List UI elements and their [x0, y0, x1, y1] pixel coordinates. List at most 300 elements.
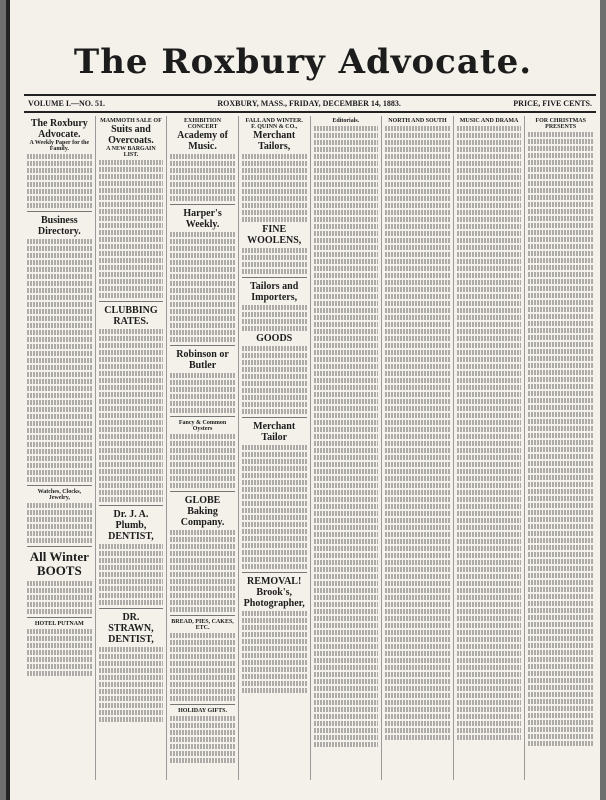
text-line — [99, 258, 164, 263]
merchant-tailors-title: Merchant Tailors, — [253, 130, 296, 152]
bread-pies-ad: BREAD, PIES, CAKES, ETC. — [171, 619, 234, 631]
text-line — [27, 538, 92, 543]
text-line — [170, 182, 235, 187]
text-line — [27, 671, 92, 676]
text-line — [99, 675, 164, 680]
text-line — [385, 511, 450, 516]
text-line — [528, 573, 593, 578]
text-line — [242, 674, 307, 679]
text-line — [457, 665, 522, 670]
text-line — [170, 387, 235, 392]
text-line — [528, 447, 593, 452]
text-line — [99, 188, 164, 193]
text-line — [99, 223, 164, 228]
text-line — [457, 616, 522, 621]
text-line — [457, 385, 522, 390]
text-line — [170, 309, 235, 314]
text-line — [27, 330, 92, 335]
text-line — [99, 160, 164, 165]
text-line — [385, 371, 450, 376]
text-line — [314, 511, 379, 516]
text-line — [528, 671, 593, 676]
text-line — [242, 480, 307, 485]
text-line — [457, 546, 522, 551]
price: PRICE, FIVE CENTS. — [513, 99, 592, 108]
text-line — [314, 455, 379, 460]
text-line — [385, 504, 450, 509]
text-line — [27, 643, 92, 648]
text-line — [99, 558, 164, 563]
text-line — [99, 565, 164, 570]
text-line — [528, 531, 593, 536]
text-line — [385, 133, 450, 138]
text-line — [528, 216, 593, 221]
text-line — [27, 302, 92, 307]
text-line — [314, 189, 379, 194]
text-line — [27, 358, 92, 363]
text-line — [170, 551, 235, 556]
column-8 — [525, 116, 596, 780]
text-line — [385, 231, 450, 236]
text-line — [170, 401, 235, 406]
text-line — [385, 343, 450, 348]
text-line — [27, 365, 92, 370]
text-line — [170, 572, 235, 577]
text-line — [242, 196, 307, 201]
text-line — [99, 279, 164, 284]
text-line — [385, 560, 450, 565]
text-line — [457, 161, 522, 166]
text-line — [385, 490, 450, 495]
text-line — [528, 258, 593, 263]
text-line — [170, 654, 235, 659]
text-line — [170, 337, 235, 342]
text-line — [170, 579, 235, 584]
masthead-title: The Roxbury Advocate. — [73, 42, 533, 82]
text-line — [457, 413, 522, 418]
text-line — [242, 550, 307, 555]
text-line — [170, 154, 235, 159]
text-line — [27, 602, 92, 607]
text-line — [99, 434, 164, 439]
text-line — [385, 210, 450, 215]
text-line — [528, 468, 593, 473]
text-line — [242, 536, 307, 541]
robinson-butler-ad: Robinson or Butler — [176, 349, 229, 371]
text-line — [314, 217, 379, 222]
text-line — [99, 329, 164, 334]
text-line — [99, 167, 164, 172]
text-line — [457, 609, 522, 614]
text-line — [27, 531, 92, 536]
text-line — [314, 742, 379, 747]
text-line — [27, 267, 92, 272]
text-line — [528, 699, 593, 704]
text-line — [385, 546, 450, 551]
text-line — [314, 434, 379, 439]
text-line — [528, 328, 593, 333]
text-line — [528, 496, 593, 501]
text-line — [385, 357, 450, 362]
text-line — [528, 405, 593, 410]
text-line — [385, 413, 450, 418]
text-line — [27, 435, 92, 440]
text-line — [528, 251, 593, 256]
text-line — [314, 721, 379, 726]
text-line — [170, 441, 235, 446]
text-line — [457, 525, 522, 530]
text-line — [457, 420, 522, 425]
text-line — [27, 351, 92, 356]
text-line — [457, 455, 522, 460]
text-line — [170, 394, 235, 399]
text-line — [385, 686, 450, 691]
photographer-ad: Brook's, Photographer, — [243, 587, 305, 609]
text-line — [528, 461, 593, 466]
column-7 — [454, 116, 526, 780]
text-line — [27, 664, 92, 669]
text-line — [528, 545, 593, 550]
text-line — [170, 246, 235, 251]
text-line — [27, 421, 92, 426]
text-line — [242, 255, 307, 260]
text-line — [457, 581, 522, 586]
text-line — [170, 593, 235, 598]
text-line — [170, 758, 235, 763]
text-line — [314, 686, 379, 691]
text-line — [528, 209, 593, 214]
harpers-weekly-ad: Harper's Weekly. — [183, 208, 222, 230]
text-line — [457, 651, 522, 656]
text-line — [170, 274, 235, 279]
text-line — [170, 288, 235, 293]
watches-ad: Watches, Clocks, Jewelry, — [37, 489, 82, 501]
text-line — [385, 497, 450, 502]
text-line — [457, 504, 522, 509]
text-line — [457, 574, 522, 579]
text-line — [314, 357, 379, 362]
text-line — [314, 203, 379, 208]
text-line — [528, 489, 593, 494]
text-line — [170, 530, 235, 535]
text-line — [457, 700, 522, 705]
column-3 — [167, 116, 239, 780]
text-line — [385, 609, 450, 614]
tailors-importers-title: Tailors and Importers, — [250, 281, 299, 303]
text-line — [314, 728, 379, 733]
text-line — [99, 202, 164, 207]
text-line — [457, 252, 522, 257]
text-line — [99, 385, 164, 390]
text-line — [385, 378, 450, 383]
text-line — [170, 373, 235, 378]
text-line — [242, 312, 307, 317]
text-line — [170, 168, 235, 173]
text-line — [385, 140, 450, 145]
text-line — [457, 133, 522, 138]
text-line — [528, 321, 593, 326]
text-line — [314, 154, 379, 159]
text-line — [457, 483, 522, 488]
text-line — [242, 473, 307, 478]
text-line — [27, 477, 92, 482]
text-line — [170, 689, 235, 694]
text-line — [385, 581, 450, 586]
text-line — [27, 260, 92, 265]
text-line — [27, 657, 92, 662]
text-line — [27, 517, 92, 522]
text-line — [242, 360, 307, 365]
text-line — [457, 147, 522, 152]
text-line — [314, 567, 379, 572]
text-line — [528, 650, 593, 655]
section-rule — [242, 572, 307, 573]
text-line — [385, 630, 450, 635]
text-line — [170, 267, 235, 272]
text-line — [528, 510, 593, 515]
text-line — [242, 203, 307, 208]
text-line — [170, 558, 235, 563]
text-line — [385, 196, 450, 201]
text-line — [170, 189, 235, 194]
dateline-rule — [24, 111, 596, 113]
text-line — [528, 692, 593, 697]
music-drama-heading: MUSIC AND DRAMA — [459, 118, 519, 124]
text-line — [314, 301, 379, 306]
text-line — [170, 565, 235, 570]
text-line — [314, 658, 379, 663]
text-line — [528, 524, 593, 529]
text-line — [457, 399, 522, 404]
text-line — [457, 266, 522, 271]
text-line — [314, 168, 379, 173]
suits-overcoats-title: Suits and Overcoats. — [108, 124, 154, 146]
text-line — [314, 259, 379, 264]
text-line — [314, 392, 379, 397]
text-line — [457, 301, 522, 306]
text-line — [99, 399, 164, 404]
text-line — [385, 406, 450, 411]
text-line — [170, 723, 235, 728]
text-line — [314, 630, 379, 635]
text-line — [528, 517, 593, 522]
text-line — [99, 476, 164, 481]
text-line — [99, 427, 164, 432]
section-rule — [170, 204, 235, 205]
text-line — [457, 189, 522, 194]
text-line — [27, 372, 92, 377]
text-line — [457, 469, 522, 474]
text-line — [314, 364, 379, 369]
text-line — [99, 230, 164, 235]
text-line — [528, 713, 593, 718]
text-line — [242, 625, 307, 630]
section-rule — [170, 615, 235, 616]
text-line — [170, 682, 235, 687]
text-line — [314, 224, 379, 229]
text-line — [528, 349, 593, 354]
text-line — [99, 668, 164, 673]
exhibition-concert-heading: EXHIBITION CONCERT — [184, 118, 222, 130]
text-line — [314, 280, 379, 285]
text-line — [314, 371, 379, 376]
column-4 — [239, 116, 311, 780]
text-line — [528, 265, 593, 270]
text-line — [528, 314, 593, 319]
oysters-ad: Fancy & Common Oysters — [178, 420, 227, 432]
text-line — [385, 665, 450, 670]
text-line — [385, 399, 450, 404]
section-rule — [27, 211, 92, 212]
text-line — [242, 564, 307, 569]
text-line — [314, 497, 379, 502]
winter-boots-ad: All Winter BOOTS — [29, 549, 89, 579]
text-line — [385, 224, 450, 229]
text-line — [385, 245, 450, 250]
text-line — [27, 393, 92, 398]
text-line — [27, 588, 92, 593]
text-line — [27, 379, 92, 384]
text-line — [170, 633, 235, 638]
text-line — [528, 741, 593, 746]
text-line — [457, 245, 522, 250]
text-line — [528, 188, 593, 193]
text-line — [528, 286, 593, 291]
text-line — [528, 356, 593, 361]
text-line — [457, 679, 522, 684]
text-line — [242, 667, 307, 672]
text-line — [170, 281, 235, 286]
text-line — [314, 427, 379, 432]
text-line — [99, 216, 164, 221]
text-line — [314, 245, 379, 250]
text-line — [170, 469, 235, 474]
text-line — [457, 637, 522, 642]
text-line — [385, 175, 450, 180]
text-line — [385, 154, 450, 159]
text-line — [457, 350, 522, 355]
text-line — [314, 490, 379, 495]
text-line — [457, 518, 522, 523]
text-line — [528, 398, 593, 403]
text-line — [385, 455, 450, 460]
text-line — [385, 259, 450, 264]
text-line — [242, 632, 307, 637]
text-line — [385, 700, 450, 705]
text-line — [528, 678, 593, 683]
text-line — [457, 602, 522, 607]
text-line — [457, 238, 522, 243]
text-line — [385, 602, 450, 607]
text-line — [385, 714, 450, 719]
text-line — [99, 703, 164, 708]
text-line — [27, 239, 92, 244]
text-line — [457, 231, 522, 236]
text-line — [528, 622, 593, 627]
text-line — [528, 727, 593, 732]
text-line — [528, 594, 593, 599]
text-line — [99, 441, 164, 446]
text-line — [27, 161, 92, 166]
text-line — [385, 532, 450, 537]
text-line — [314, 693, 379, 698]
text-line — [99, 343, 164, 348]
text-line — [99, 272, 164, 277]
text-line — [385, 588, 450, 593]
text-line — [457, 721, 522, 726]
text-line — [457, 427, 522, 432]
text-line — [99, 244, 164, 249]
text-line — [242, 367, 307, 372]
text-line — [457, 357, 522, 362]
text-line — [314, 287, 379, 292]
text-line — [242, 529, 307, 534]
text-line — [242, 154, 307, 159]
text-line — [457, 343, 522, 348]
text-line — [314, 441, 379, 446]
text-line — [242, 466, 307, 471]
text-line — [385, 679, 450, 684]
text-line — [27, 609, 92, 614]
quinn-co-heading: F. QUINN & CO., — [251, 124, 298, 130]
text-line — [99, 572, 164, 577]
text-line — [528, 272, 593, 277]
text-line — [457, 259, 522, 264]
volume-number: VOLUME I.—NO. 51. — [28, 99, 105, 108]
text-line — [27, 629, 92, 634]
column-1 — [24, 116, 96, 780]
section-rule — [99, 505, 164, 506]
text-line — [314, 623, 379, 628]
text-line — [314, 210, 379, 215]
text-line — [170, 448, 235, 453]
text-line — [27, 323, 92, 328]
text-line — [457, 140, 522, 145]
text-line — [457, 560, 522, 565]
text-line — [314, 735, 379, 740]
text-line — [457, 217, 522, 222]
text-line — [99, 336, 164, 341]
text-line — [385, 280, 450, 285]
academy-of-music-title: Academy of Music. — [177, 130, 228, 152]
text-line — [242, 508, 307, 513]
text-line — [528, 230, 593, 235]
text-line — [27, 407, 92, 412]
text-line — [385, 168, 450, 173]
text-line — [27, 470, 92, 475]
christmas-presents-heading: FOR CHRISTMAS PRESENTS — [535, 118, 586, 130]
text-line — [242, 161, 307, 166]
text-line — [99, 544, 164, 549]
text-line — [27, 175, 92, 180]
text-line — [314, 700, 379, 705]
text-line — [528, 146, 593, 151]
text-line — [385, 469, 450, 474]
text-line — [457, 539, 522, 544]
text-line — [528, 174, 593, 179]
text-line — [457, 154, 522, 159]
text-line — [385, 385, 450, 390]
text-line — [528, 377, 593, 382]
text-line — [314, 609, 379, 614]
text-line — [99, 654, 164, 659]
text-line — [314, 322, 379, 327]
text-line — [242, 618, 307, 623]
text-line — [242, 487, 307, 492]
text-line — [528, 363, 593, 368]
text-line — [314, 672, 379, 677]
text-line — [385, 721, 450, 726]
